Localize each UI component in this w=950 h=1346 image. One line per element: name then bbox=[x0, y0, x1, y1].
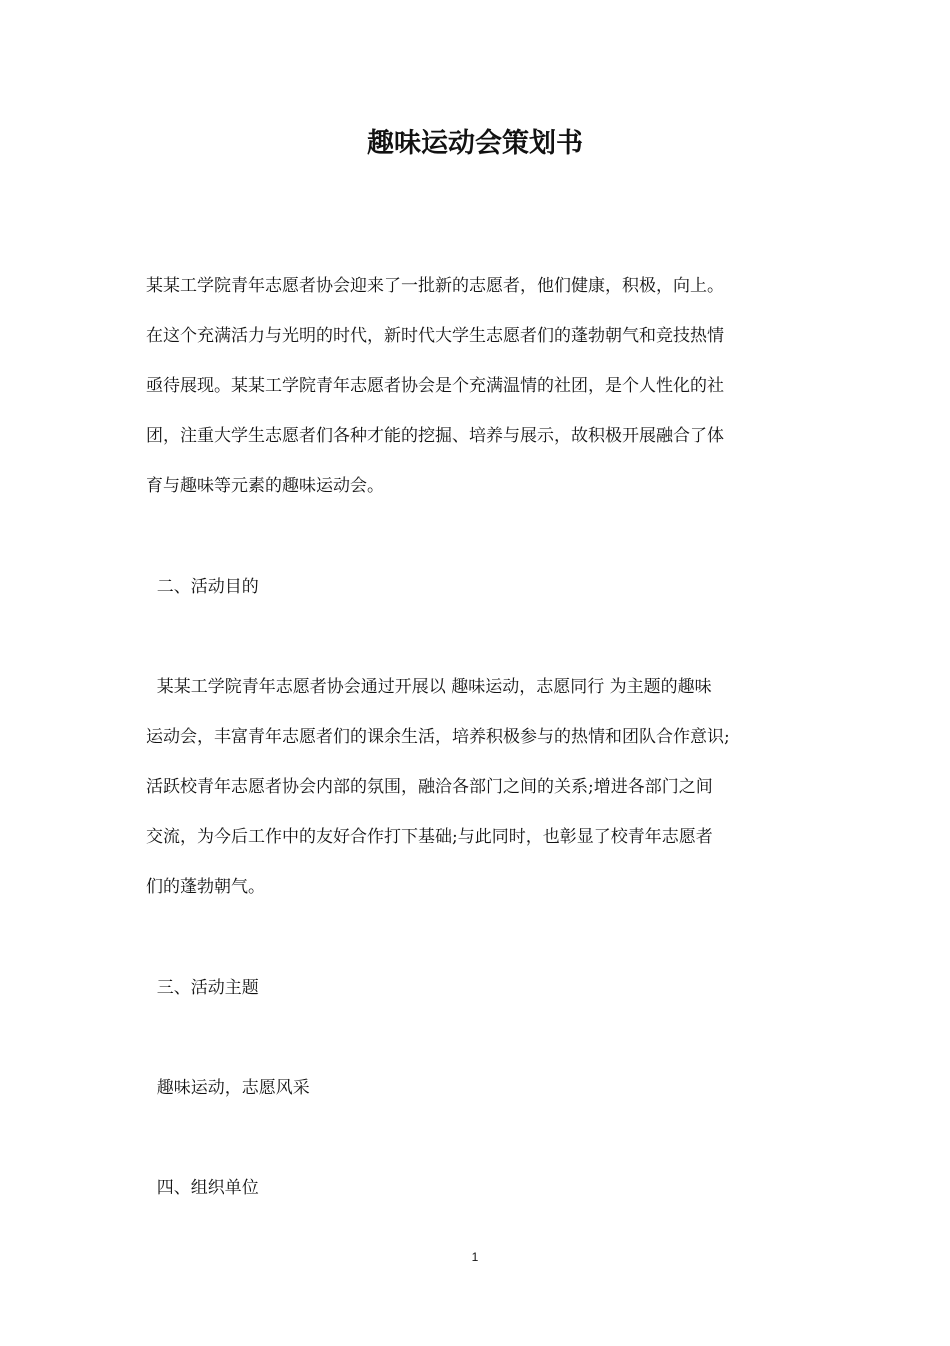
paragraph-line: 活跃校青年志愿者协会内部的氛围，融洽各部门之间的关系;增进各部门之间 bbox=[146, 777, 713, 797]
paragraph-line: 亟待展现。某某工学院青年志愿者协会是个充满温情的社团，是个人性化的社 bbox=[146, 376, 724, 396]
paragraph-line: 育与趣味等元素的趣味运动会。 bbox=[146, 476, 384, 496]
purpose-paragraph bbox=[146, 671, 806, 921]
section-heading-purpose: 二、活动目的 bbox=[146, 577, 259, 597]
intro-paragraph bbox=[146, 270, 806, 520]
paragraph-line: 运动会，丰富青年志愿者们的课余生活，培养积极参与的热情和团队合作意识; bbox=[146, 727, 730, 747]
paragraph-line: 们的蓬勃朝气。 bbox=[146, 877, 265, 897]
paragraph-line: 在这个充满活力与光明的时代，新时代大学生志愿者们的蓬勃朝气和竞技热情 bbox=[146, 326, 724, 346]
section-heading-theme: 三、活动主题 bbox=[146, 978, 259, 998]
section-heading-organizer: 四、组织单位 bbox=[146, 1178, 259, 1198]
document-title: 趣味运动会策划书 bbox=[367, 128, 583, 159]
paragraph-line: 交流，为今后工作中的友好合作打下基础;与此同时，也彰显了校青年志愿者 bbox=[146, 827, 713, 847]
theme-text: 趣味运动，志愿风采 bbox=[146, 1078, 310, 1098]
paragraph-line: 团，注重大学生志愿者们各种才能的挖掘、培养与展示，故积极开展融合了体 bbox=[146, 426, 724, 446]
paragraph-line: 某某工学院青年志愿者协会迎来了一批新的志愿者，他们健康，积极，向上。 bbox=[146, 276, 724, 296]
page-number: 1 bbox=[471, 1250, 479, 1264]
paragraph-line: 某某工学院青年志愿者协会通过开展以 趣味运动，志愿同行 为主题的趣味 bbox=[146, 677, 712, 697]
